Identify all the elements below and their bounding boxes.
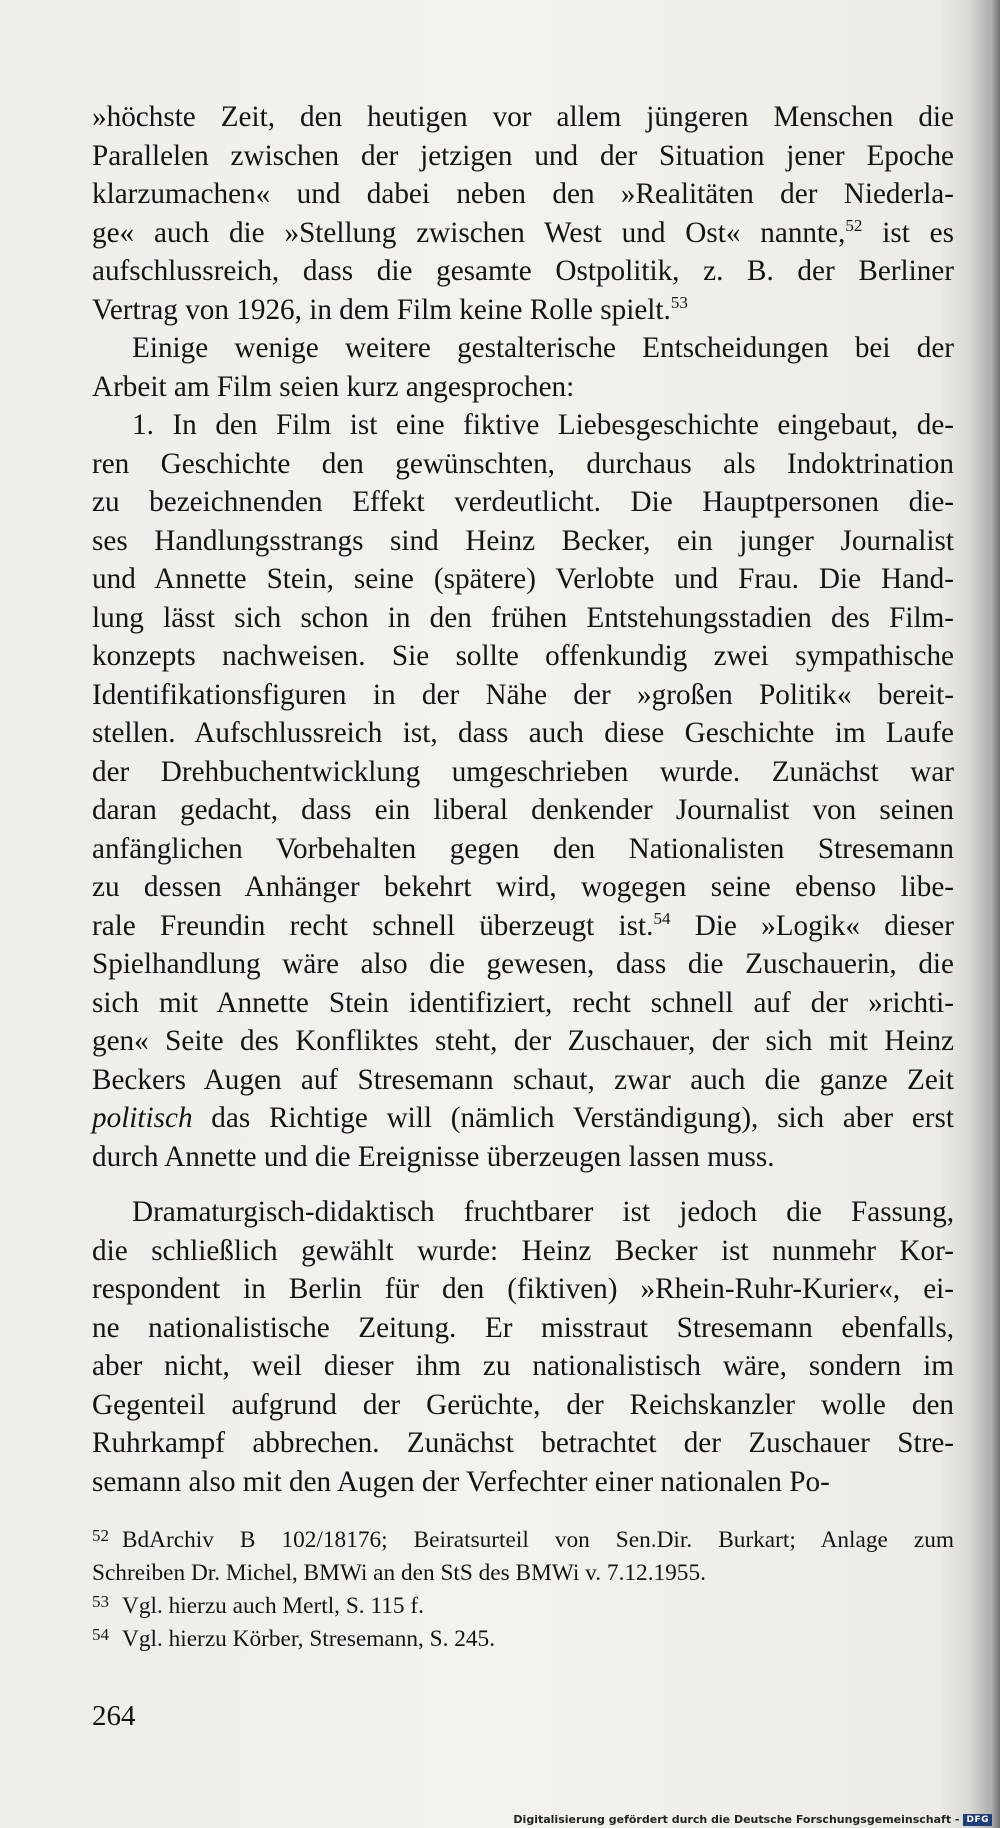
- text-line: [92, 175, 954, 214]
- text-line: [92, 1309, 954, 1348]
- text-line: [92, 1138, 954, 1177]
- text-line: [92, 368, 954, 407]
- text-line: [92, 252, 954, 291]
- text-line: [92, 637, 954, 676]
- text-line: [92, 137, 954, 176]
- paragraph: [92, 406, 954, 1176]
- text-line: [92, 1099, 954, 1138]
- text-segment: stellen. Aufschlussreich ist, dass auch diese Geschichte im Laufe: [92, 717, 954, 749]
- text-line: [92, 291, 954, 330]
- text-segment: daran gedacht, dass ein liberal denkender Journalist von seinen: [92, 794, 954, 826]
- text-line: [92, 560, 954, 599]
- text-segment: ses Handlungsstrangs sind Heinz Becker, ein junger Journalist: [92, 524, 954, 557]
- text-segment: »höchste Zeit, den heutigen vor allem jüngeren Menschen die: [92, 101, 954, 133]
- digitization-credit: [513, 1813, 992, 1826]
- text-segment: Die »Logik« dieser: [670, 909, 954, 942]
- page-number: 264: [92, 1700, 136, 1732]
- text-line: [92, 1347, 954, 1386]
- text-segment: gen« Seite des Konfliktes steht, der Zuschauer, der sich mit Heinz: [92, 1025, 954, 1057]
- footnote-text: Schreiben Dr. Michel, BMWi an den StS des BMWi v. 7.12.1955.: [92, 1560, 706, 1586]
- page-edge-shadow: [990, 0, 1000, 1828]
- text-segment: klarzumachen« und dabei neben den »Realitäten der Niederla-: [92, 178, 954, 210]
- text-segment: Gegenteil aufgrund der Gerüchte, der Reichskanzler wolle den: [92, 1388, 954, 1421]
- text-segment: respondent in Berlin für den (fiktiven) »Rhein-Ruhr-Kurier«, ei-: [92, 1273, 954, 1305]
- text-line: [92, 830, 954, 869]
- paragraph: [92, 329, 954, 406]
- text-segment: ge« auch die »Stellung zwischen West und Ost« nannte,: [92, 216, 846, 249]
- paragraph: [92, 98, 954, 329]
- text-segment: semann also mit den Augen der Verfechter einer nationalen Po-: [92, 1465, 830, 1498]
- footnote: [92, 1590, 954, 1623]
- text-segment: konzepts nachweisen. Sie sollte offenkundig zwei sympathische: [92, 640, 954, 672]
- text-segment: Spielhandlung wäre also die gewesen, dass die Zuschauerin, die: [92, 948, 954, 980]
- text-segment: aufschlussreich, dass die gesamte Ostpolitik, z. B. der Berliner: [92, 255, 954, 287]
- text-segment: Ruhrkampf abbrechen. Zunächst betrachtet der Zuschauer Stre-: [92, 1427, 954, 1459]
- text-line: [92, 1270, 954, 1309]
- body-text: [92, 98, 954, 1501]
- text-line: [92, 753, 954, 792]
- footnote-text: Vgl. hierzu auch Mertl, S. 115 f.: [122, 1593, 424, 1619]
- text-line: [92, 945, 954, 984]
- credit-text: Digitalisierung gefördert durch die Deutsche Forschungsgemeinschaft -: [513, 1813, 960, 1826]
- text-line: [92, 483, 954, 522]
- footnote-text: Vgl. hierzu Körber, Stresemann, S. 245.: [122, 1626, 496, 1652]
- footnotes: [92, 1524, 954, 1656]
- footnote-ref[interactable]: 53: [670, 292, 688, 312]
- text-segment: anfänglichen Vorbehalten gegen den Nationalisten Stresemann: [92, 832, 954, 865]
- text-line: [92, 907, 954, 946]
- text-line: [92, 599, 954, 638]
- text-line: [92, 214, 954, 253]
- text-segment: lung lässt sich schon in den frühen Entstehungsstadien des Film-: [92, 601, 954, 634]
- footnote-line: [92, 1557, 954, 1590]
- footnote-line: 52 BdArchiv B 102/18176; Beiratsurteil von Sen.Dir. Burkart; Anlage zum: [92, 1526, 954, 1553]
- text-line: [92, 1061, 954, 1100]
- text-segment: Arbeit am Film seien kurz angesprochen:: [92, 370, 575, 403]
- text-segment: der Drehbuchentwicklung umgeschrieben wurde. Zunächst war: [92, 755, 954, 788]
- text-segment: Parallelen zwischen der jetzigen und der Situation jener Epoche: [92, 139, 954, 172]
- text-line: [92, 98, 954, 137]
- footnote: [92, 1623, 954, 1656]
- text-line: [92, 1386, 954, 1425]
- text-segment: Vertrag von 1926, in dem Film keine Rolle spielt.: [92, 293, 671, 326]
- text-line: [92, 445, 954, 484]
- emphasis: politisch: [92, 1102, 193, 1134]
- text-line: [92, 676, 954, 715]
- text-segment: rale Freundin recht schnell überzeugt ist.: [92, 909, 654, 942]
- text-line: [92, 522, 954, 561]
- text-segment: und Annette Stein, seine (spätere) Verlobte und Frau. Die Hand-: [92, 563, 954, 595]
- text-line: [92, 714, 954, 753]
- text-segment: ist es: [862, 216, 954, 249]
- text-segment: ne nationalistische Zeitung. Er misstraut Stresemann ebenfalls,: [92, 1311, 954, 1344]
- text-segment: zu bezeichnenden Effekt verdeutlicht. Die Hauptpersonen die-: [92, 486, 954, 518]
- text-segment: Identifikationsfiguren in der Nähe der »großen Politik« bereit-: [92, 678, 954, 711]
- dfg-logo: DFG: [963, 1814, 992, 1826]
- text-segment: ren Geschichte den gewünschten, durchaus als Indoktrination: [92, 447, 954, 480]
- text-line: [92, 984, 954, 1023]
- text-segment: Einige wenige weitere gestalterische Entscheidungen bei der: [132, 332, 954, 364]
- text-segment: durch Annette und die Ereignisse überzeugen lassen muss.: [92, 1140, 775, 1173]
- text-segment: aber nicht, weil dieser ihm zu nationalistisch wäre, sondern im: [92, 1350, 954, 1382]
- text-line: [92, 329, 954, 368]
- footnote-ref[interactable]: 52: [845, 215, 863, 235]
- footnote-ref[interactable]: 54: [653, 908, 671, 928]
- text-line: [92, 406, 954, 445]
- text-segment: das Richtige will (nämlich Verständigung), sich aber erst: [192, 1102, 954, 1134]
- text-segment: Beckers Augen auf Stresemann schaut, zwar auch die ganze Zeit: [92, 1063, 954, 1096]
- text-segment: Dramaturgisch-didaktisch fruchtbarer ist jedoch die Fassung,: [132, 1196, 954, 1228]
- footnote-text: BdArchiv B 102/18176; Beiratsurteil von Sen.Dir. Burkart; Anlage zum: [122, 1527, 954, 1553]
- text-line: [92, 1232, 954, 1271]
- footnote: [92, 1524, 954, 1590]
- text-line: [92, 1193, 954, 1232]
- paragraph: [92, 1193, 954, 1501]
- text-segment: 1. In den Film ist eine fiktive Liebesgeschichte eingebaut, de-: [132, 409, 954, 441]
- text-line: [92, 1463, 954, 1502]
- text-line: [92, 868, 954, 907]
- text-line: [92, 791, 954, 830]
- paragraph-gap: [92, 1176, 954, 1193]
- text-line: [92, 1022, 954, 1061]
- text-segment: sich mit Annette Stein identifiziert, recht schnell auf der »richti-: [92, 986, 954, 1019]
- text-segment: zu dessen Anhänger bekehrt wird, wogegen seine ebenso libe-: [92, 871, 954, 903]
- footnote-line: 54 Vgl. hierzu Körber, Stresemann, S. 245.: [92, 1625, 496, 1652]
- text-segment: die schließlich gewählt wurde: Heinz Becker ist nunmehr Kor-: [92, 1234, 954, 1267]
- footnote-line: 53 Vgl. hierzu auch Mertl, S. 115 f.: [92, 1592, 424, 1619]
- text-line: [92, 1424, 954, 1463]
